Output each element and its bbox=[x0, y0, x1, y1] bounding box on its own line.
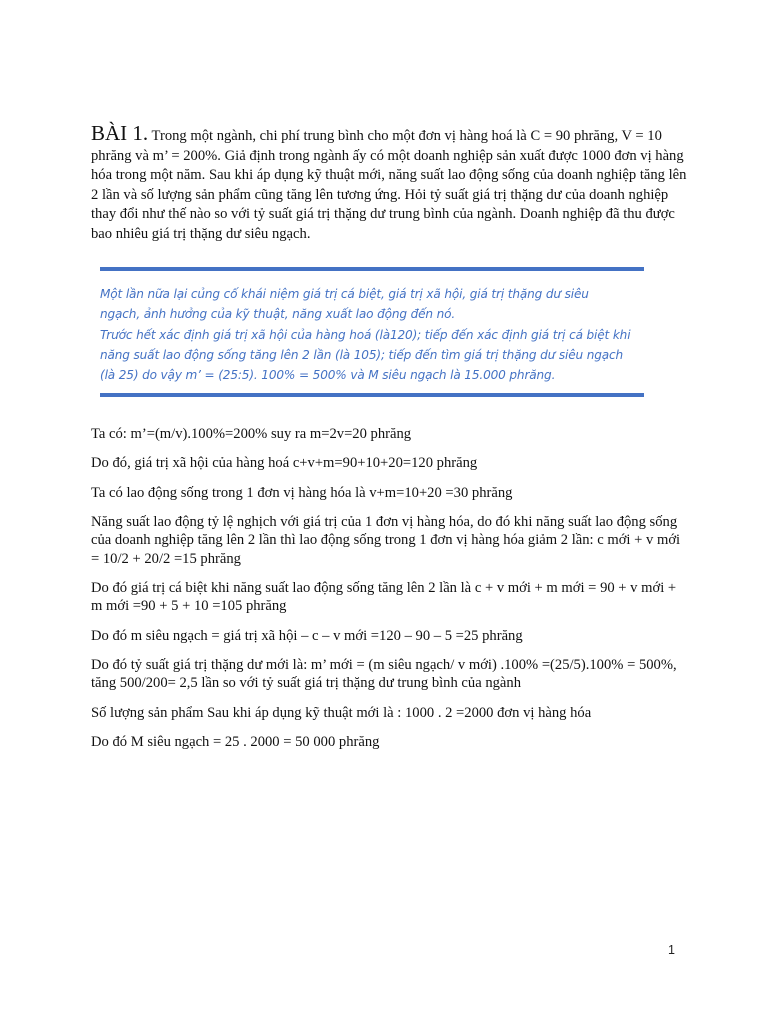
problem-text: Trong một ngành, chi phí trung bình cho một đơn vị hàng hoá là C = 90 phrăng, V = 10 phrăng và m’ = 200%. Giả định trong ngành ấy có một doanh nghiệp sản xuất được 1000 đơn vị hàng hóa trong một năm. Sau khi áp dụng kỹ thuật mới, năng suất lao động sống của doanh nghiệp tăng lên 2 lần và số lượng sản phẩm cũng tăng lên tương ứng. Hỏi tỷ suất giá trị thặng dư của doanh nghiệp thay đổi như thế nào so với tỷ suất giá trị thặng dư trung bình của ngành. Doanh nghiệp đã thu được bao nhiêu giá trị thặng dư siêu ngạch. bbox=[91, 128, 687, 242]
solution-paragraph: Số lượng sản phẩm Sau khi áp dụng kỹ thuật mới là : 1000 . 2 =2000 đơn vị hàng hóa bbox=[91, 704, 592, 721]
solution-paragraph: Do đó giá trị cá biệt khi năng suất lao động sống tăng lên 2 lần là c + v mới + m mới = 90 + v mới + m mới =90 + 5 + 10 =105 phrăng bbox=[91, 579, 677, 615]
callout-bottom-rule bbox=[100, 393, 644, 397]
solution-paragraph: Ta có lao động sống trong 1 đơn vị hàng hóa là v+m=10+20 =30 phrăng bbox=[91, 484, 513, 501]
callout-top-rule bbox=[100, 267, 644, 271]
hint-line: năng suất lao động sống tăng lên 2 lần (là 105); tiếp đến tìm giá trị thặng dư siêu ngạch bbox=[100, 347, 624, 362]
solution-paragraph: Ta có: m’=(m/v).100%=200% suy ra m=2v=20 phrăng bbox=[91, 426, 412, 442]
problem-statement bbox=[91, 121, 693, 245]
solution-paragraph: Do đó, giá trị xã hội của hàng hoá c+v+m=90+10+20=120 phrăng bbox=[91, 455, 478, 472]
page-number: 1 bbox=[668, 943, 675, 957]
problem-heading: BÀI 1. bbox=[91, 121, 149, 145]
solution-body bbox=[91, 425, 681, 762]
hint-line: ngạch, ảnh hưởng của kỹ thuật, năng xuất lao động đến nó. bbox=[100, 307, 456, 322]
solution-paragraph: Do đó M siêu ngạch = 25 . 2000 = 50 000 phrăng bbox=[91, 733, 380, 750]
hint-line: (là 25) do vậy m’ = (25:5). 100% = 500% và M siêu ngạch là 15.000 phrăng. bbox=[100, 368, 556, 383]
hint-callout bbox=[100, 267, 644, 398]
solution-paragraph: Năng suất lao động tỷ lệ nghịch với giá trị của 1 đơn vị hàng hóa, do đó khi năng suất lao động sống của doanh nghiệp tăng lên 2 lần thì lao động sống trong 1 đơn vị hàng hóa giảm 2 lần: c mới + v mới = 10/2 + 20/2 =15 phrăng bbox=[91, 514, 681, 567]
hint-line: Một lần nữa lại củng cố khái niệm giá trị cá biệt, giá trị xã hội, giá trị thặng dư siêu bbox=[100, 287, 589, 301]
solution-paragraph: Do đó m siêu ngạch = giá trị xã hội – c – v mới =120 – 90 – 5 =25 phrăng bbox=[91, 627, 523, 644]
solution-paragraph: Do đó tỷ suất giá trị thặng dư mới là: m’ mới = (m siêu ngạch/ v mới) .100% =(25/5).100% = 500%, tăng 500/200= 2,5 lần so với tỷ suất giá trị thặng dư trung bình của ngành bbox=[91, 656, 677, 692]
hint-line: Trước hết xác định giá trị xã hội của hàng hoá (là120); tiếp đến xác định giá trị cá biệt khi bbox=[100, 327, 631, 342]
hint-text bbox=[100, 284, 644, 385]
